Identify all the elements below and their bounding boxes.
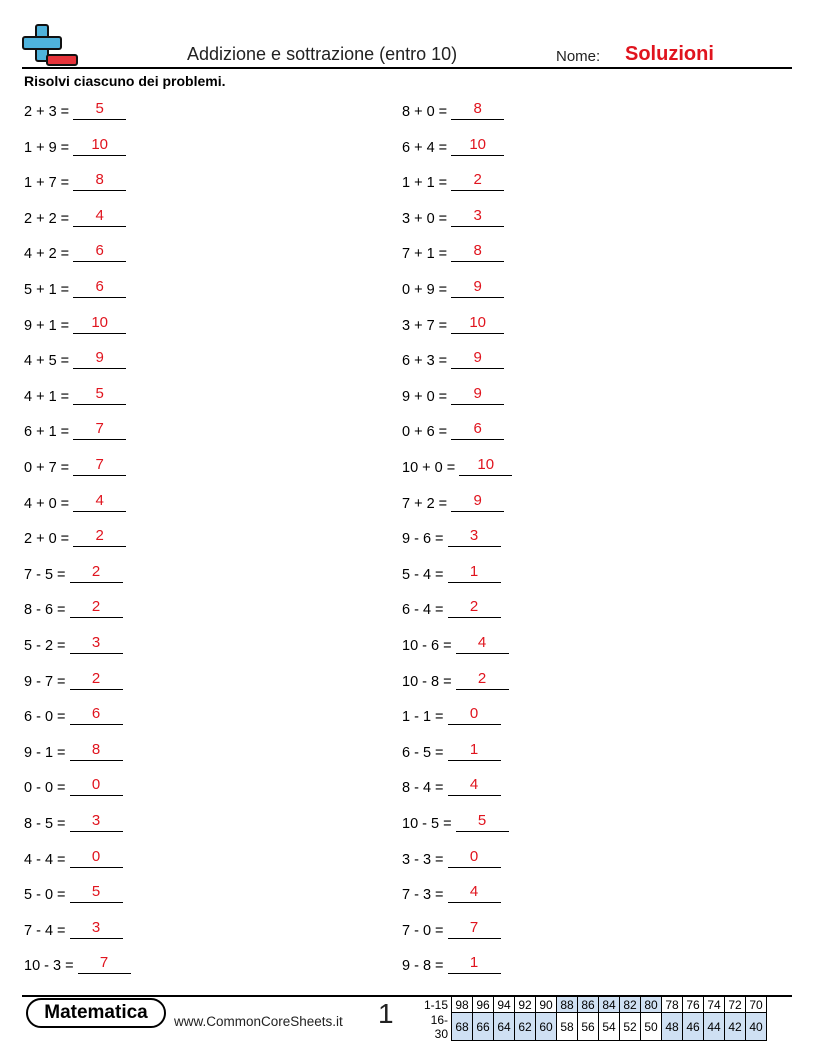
problem-expression: 8 - 5 =	[24, 816, 66, 832]
problem-expression: 0 - 0 =	[24, 780, 66, 797]
answer-field[interactable]: 2	[448, 597, 501, 618]
answer-field[interactable]: 2	[73, 526, 126, 547]
answer-field[interactable]: 8	[70, 740, 123, 761]
answer-field[interactable]: 2	[70, 562, 123, 583]
problem-expression: 7 + 2 =	[402, 495, 448, 512]
problem-expression: 6 - 5 =	[402, 744, 444, 761]
problem-item	[24, 384, 126, 406]
page-number: 1	[378, 998, 394, 1029]
problem-expression: 10 - 6 =	[402, 638, 452, 654]
score-cell: 58	[557, 1013, 578, 1041]
instructions: Risolvi ciascuno dei problemi.	[24, 73, 226, 89]
problem-expression: 1 + 9 =	[24, 139, 70, 156]
problem-item	[24, 704, 123, 726]
answer-field[interactable]: 7	[78, 953, 131, 974]
problem-expression: 6 + 1 =	[24, 424, 70, 441]
problem-expression: 9 - 8 =	[402, 958, 444, 975]
problem-expression: 4 - 4 =	[24, 851, 66, 868]
problem-expression: 3 - 3 =	[402, 851, 444, 868]
answer-field[interactable]: 9	[451, 384, 504, 405]
problem-item	[402, 135, 504, 157]
answer-field[interactable]: 3	[448, 526, 501, 547]
problem-expression: 9 + 1 =	[24, 317, 70, 334]
problem-expression: 8 - 4 =	[402, 780, 444, 797]
answer-field[interactable]: 8	[451, 241, 504, 262]
answer-field[interactable]: 4	[456, 633, 509, 654]
answer-field[interactable]: 0	[448, 847, 501, 868]
problem-item	[402, 170, 504, 192]
problem-expression: 8 - 6 =	[24, 602, 66, 619]
problem-item	[402, 526, 501, 548]
problem-expression: 1 - 1 =	[402, 709, 444, 726]
answer-field[interactable]: 10	[73, 313, 126, 334]
score-cell: 76	[683, 997, 704, 1013]
answer-field[interactable]: 2	[70, 597, 123, 618]
problem-item	[402, 847, 501, 869]
problem-item	[402, 918, 501, 940]
problem-expression: 6 - 0 =	[24, 709, 66, 726]
problem-expression: 0 + 9 =	[402, 282, 448, 298]
problem-item	[402, 775, 501, 797]
answer-field[interactable]: 3	[70, 918, 123, 939]
score-row-label: 1-15	[423, 997, 448, 1012]
problem-item	[24, 562, 123, 584]
score-cell: 94	[494, 997, 515, 1013]
problem-item	[402, 882, 501, 904]
problem-item	[24, 918, 123, 940]
answer-field[interactable]: 2	[456, 669, 509, 690]
score-cell: 74	[704, 997, 725, 1013]
answer-field[interactable]: 1	[448, 740, 501, 761]
problem-item	[24, 206, 126, 228]
score-cell: 82	[620, 997, 641, 1013]
answer-field[interactable]: 9	[451, 491, 504, 512]
problem-item	[24, 847, 123, 869]
problem-item	[24, 419, 126, 441]
problem-item	[24, 277, 126, 299]
problem-expression: 9 - 1 =	[24, 744, 66, 761]
score-cell: 72	[725, 997, 746, 1013]
answer-field[interactable]: 1	[448, 562, 501, 583]
problem-item	[24, 882, 123, 904]
score-row	[416, 1013, 767, 1041]
answer-field[interactable]: 4	[448, 775, 501, 796]
answer-field[interactable]: 5	[73, 384, 126, 405]
score-cell: 88	[557, 997, 578, 1013]
problem-expression: 0 + 7 =	[24, 460, 70, 476]
problem-expression: 5 + 1 =	[24, 282, 70, 298]
answer-field[interactable]: 7	[73, 455, 126, 476]
problem-item	[402, 597, 501, 619]
score-cell: 62	[515, 1013, 536, 1041]
problem-expression: 4 + 1 =	[24, 388, 70, 405]
problem-item	[402, 384, 504, 406]
score-cell: 96	[473, 997, 494, 1013]
name-value: Soluzioni	[625, 43, 714, 65]
score-cell: 48	[662, 1013, 683, 1041]
problem-item	[402, 740, 501, 762]
problem-item	[24, 313, 126, 335]
problem-expression: 6 - 4 =	[402, 602, 444, 619]
problem-item	[24, 455, 126, 477]
problem-item	[402, 99, 504, 121]
problem-expression: 7 + 1 =	[402, 246, 448, 263]
problem-expression: 9 - 7 =	[24, 673, 66, 690]
problem-expression: 5 - 4 =	[402, 566, 444, 583]
problem-expression: 5 - 2 =	[24, 638, 66, 654]
header-divider	[22, 67, 792, 69]
problem-item	[402, 491, 504, 513]
problem-expression: 9 - 6 =	[402, 531, 444, 548]
problem-expression: 6 + 3 =	[402, 353, 448, 370]
problem-expression: 5 - 0 =	[24, 887, 66, 904]
problem-item	[24, 241, 126, 263]
problem-expression: 3 + 7 =	[402, 317, 448, 334]
score-cell: 46	[683, 1013, 704, 1041]
answer-field[interactable]: 9	[73, 348, 126, 369]
problem-item	[402, 953, 501, 975]
answer-field[interactable]: 10	[451, 135, 504, 156]
problem-expression: 1 + 1 =	[402, 175, 448, 192]
answer-field[interactable]: 5	[456, 811, 509, 832]
problem-expression: 4 + 5 =	[24, 353, 70, 370]
problem-expression: 8 + 0 =	[402, 104, 448, 120]
answer-field[interactable]: 2	[451, 170, 504, 191]
problem-expression: 9 + 0 =	[402, 388, 448, 405]
answer-field[interactable]: 10	[451, 313, 504, 334]
answer-field[interactable]: 8	[73, 170, 126, 191]
worksheet-title: Addizione e sottrazione (entro 10)	[187, 44, 458, 64]
score-cell: 50	[641, 1013, 662, 1041]
problem-item	[24, 597, 123, 619]
problem-expression: 2 + 3 =	[24, 104, 70, 120]
score-cell: 54	[599, 1013, 620, 1041]
problem-item	[402, 562, 501, 584]
problem-item	[24, 633, 123, 655]
problem-item	[402, 277, 504, 299]
problem-item	[402, 313, 504, 335]
score-cell: 42	[725, 1013, 746, 1041]
answer-field[interactable]: 10	[73, 135, 126, 156]
score-cell: 64	[494, 1013, 515, 1041]
problem-item	[402, 419, 504, 441]
answer-field[interactable]: 3	[70, 811, 123, 832]
problem-item	[24, 526, 126, 548]
site-url: www.CommonCoreSheets.it	[174, 1014, 343, 1029]
problem-expression: 0 + 6 =	[402, 424, 448, 441]
answer-field[interactable]: 4	[448, 882, 501, 903]
problem-item	[24, 811, 123, 833]
problem-item	[24, 953, 131, 975]
problem-item	[24, 135, 126, 157]
answer-field[interactable]: 0	[70, 775, 123, 796]
answer-field[interactable]: 9	[451, 277, 504, 298]
score-cell: 56	[578, 1013, 599, 1041]
problem-item	[402, 348, 504, 370]
answer-field[interactable]: 1	[448, 953, 501, 974]
answer-field[interactable]: 6	[451, 419, 504, 440]
score-cell: 68	[452, 1013, 473, 1041]
answer-field[interactable]: 6	[73, 241, 126, 262]
name-label: Nome:	[556, 48, 601, 65]
brand-badge: Matematica	[26, 998, 166, 1028]
score-row-label: 16-30	[430, 1012, 448, 1041]
problem-expression: 4 + 2 =	[24, 246, 70, 263]
problem-expression: 7 - 3 =	[402, 887, 444, 904]
problem-item	[402, 241, 504, 263]
problem-expression: 10 - 5 =	[402, 816, 452, 832]
problem-item	[24, 348, 126, 370]
answer-field[interactable]: 3	[451, 206, 504, 227]
answer-field[interactable]: 6	[70, 704, 123, 725]
score-table	[416, 996, 767, 1041]
score-cell: 84	[599, 997, 620, 1013]
score-cell: 66	[473, 1013, 494, 1041]
problem-expression: 4 + 0 =	[24, 495, 70, 512]
answer-field[interactable]: 3	[70, 633, 123, 654]
problem-expression: 7 - 0 =	[402, 922, 444, 939]
answer-field[interactable]: 4	[73, 491, 126, 512]
problem-expression: 6 + 4 =	[402, 139, 448, 156]
answer-field[interactable]: 5	[70, 882, 123, 903]
plus-minus-icon	[22, 24, 80, 68]
problem-item	[402, 811, 509, 833]
answer-field[interactable]: 2	[70, 669, 123, 690]
problem-item	[24, 775, 123, 797]
answer-field[interactable]: 5	[73, 99, 126, 120]
score-row	[416, 997, 767, 1013]
problem-expression: 7 - 5 =	[24, 566, 66, 583]
problem-expression: 1 + 7 =	[24, 175, 70, 192]
score-cell: 98	[452, 997, 473, 1013]
score-cell: 52	[620, 1013, 641, 1041]
score-cell: 92	[515, 997, 536, 1013]
answer-field[interactable]: 0	[70, 847, 123, 868]
score-cell: 60	[536, 1013, 557, 1041]
score-cell: 90	[536, 997, 557, 1013]
score-cell: 78	[662, 997, 683, 1013]
answer-field[interactable]: 9	[451, 348, 504, 369]
problem-item	[24, 491, 126, 513]
problem-expression: 10 - 8 =	[402, 673, 452, 690]
score-cell: 40	[746, 1013, 767, 1041]
answer-field[interactable]: 7	[73, 419, 126, 440]
problem-expression: 10 + 0 =	[402, 460, 456, 476]
answer-field[interactable]: 10	[459, 455, 512, 476]
answer-field[interactable]: 7	[448, 918, 501, 939]
problem-item	[402, 669, 509, 691]
problem-expression: 2 + 0 =	[24, 531, 70, 548]
answer-field[interactable]: 6	[73, 277, 126, 298]
score-cell: 44	[704, 1013, 725, 1041]
problem-item	[24, 669, 123, 691]
answer-field[interactable]: 4	[73, 206, 126, 227]
problem-item	[402, 633, 509, 655]
problem-item	[24, 740, 123, 762]
problem-item	[24, 99, 126, 121]
score-cell: 70	[746, 997, 767, 1013]
score-cell: 86	[578, 997, 599, 1013]
problem-item	[402, 704, 501, 726]
problem-expression: 2 + 2 =	[24, 210, 70, 227]
answer-field[interactable]: 0	[448, 704, 501, 725]
problem-expression: 10 - 3 =	[24, 958, 74, 975]
score-cell: 80	[641, 997, 662, 1013]
problem-expression: 3 + 0 =	[402, 210, 448, 227]
answer-field[interactable]: 8	[451, 99, 504, 120]
problem-item	[402, 206, 504, 228]
problem-expression: 7 - 4 =	[24, 922, 66, 939]
problem-item	[24, 170, 126, 192]
problem-item	[402, 455, 512, 477]
